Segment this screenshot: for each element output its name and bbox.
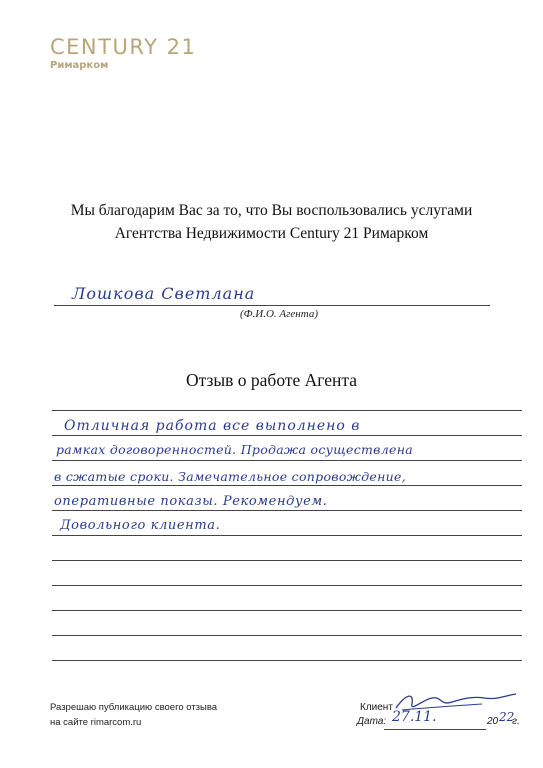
review-rule [52,410,522,411]
logo-subtitle: Римарком [50,60,109,71]
thank-you-line-1: Мы благодарим Вас за то, что Вы воспользовались услугами [70,202,473,219]
review-line: оперативные показы. Рекомендуем. [54,494,328,509]
consent-line-1: Разрешаю публикацию своего отзыва [50,702,218,713]
thank-you-line-2: Агентства Недвижимости Century 21 Римарком [114,225,429,242]
review-line: Отличная работа все выполнено в [64,418,361,434]
review-rule [52,660,522,661]
company-logo [50,36,196,71]
review-rule [52,610,522,611]
logo-text: CENTURY 21 [50,35,197,59]
review-rule [52,560,522,561]
consent-line-2: на сайте rimarcom.ru [50,717,142,728]
date-line [384,729,486,730]
year-value: 22 [499,710,515,724]
review-rule [52,585,522,586]
review-line: Довольного клиента. [60,518,221,533]
date-value: 27.11. [392,709,437,725]
review-rule [52,460,522,461]
review-line: рамках договоренностей. Продажа осуществлена [56,442,413,457]
agent-name-caption: (Ф.И.О. Агента) [240,308,318,320]
review-title: Отзыв о работе Агента [185,370,357,390]
agent-name-handwriting: Лошкова Светлана [72,284,256,303]
review-rule [52,510,522,511]
review-rule [52,635,522,636]
review-rule [52,435,522,436]
date-label: Дата: [357,716,387,727]
review-line: в сжатые сроки. Замечательное сопровождение, [54,469,406,484]
thank-you-text [0,199,543,245]
agent-name-line [54,305,490,306]
year-label: 20 г. [487,716,520,727]
publication-consent [50,700,217,730]
review-rule [52,535,522,536]
client-label: Клиент [360,702,393,713]
review-rule [52,485,522,486]
